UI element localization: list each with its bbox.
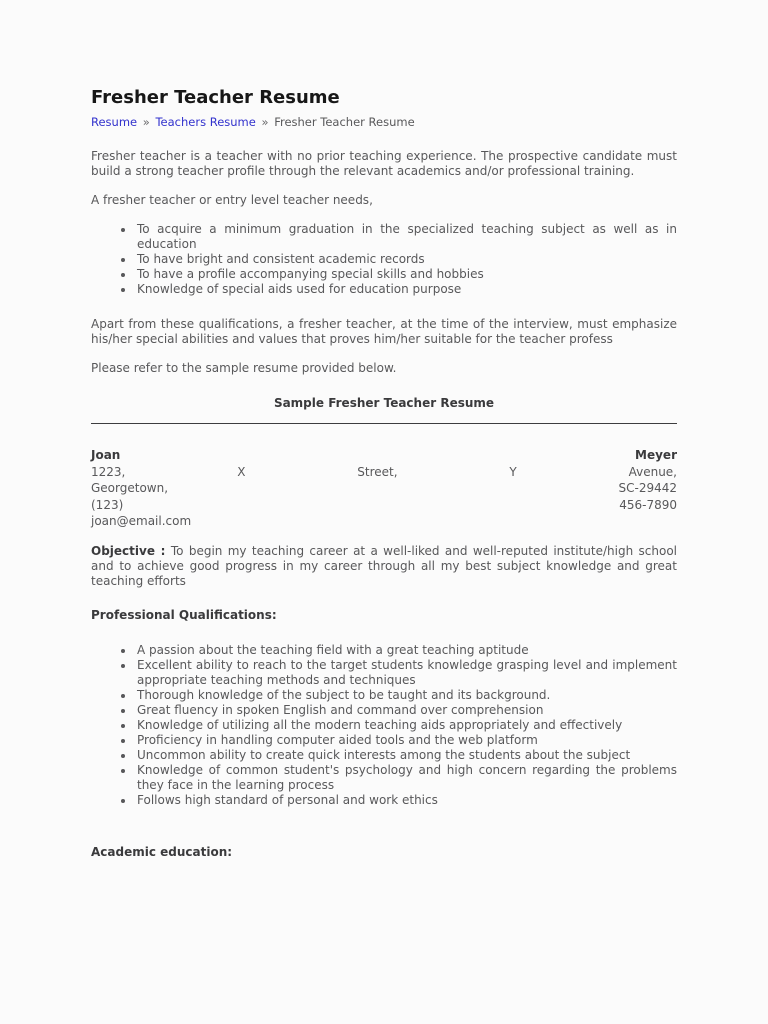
address-word: Y [509,464,517,479]
page-title: Fresher Teacher Resume [91,87,340,108]
breadcrumb-separator: » [142,115,150,129]
contact-name-line [91,447,677,464]
qualifications-note-paragraph: Apart from these qualifications, a fresher teacher, at the time of the interview, must emphasize his/her special abilities and values that proves him/her suitable for the teacher profess [91,317,677,346]
contact-city-line [91,480,677,497]
list-item: • To acquire a minimum graduation in the specialized teaching subject as well as in education [135,222,677,252]
contact-block [91,447,677,530]
phone-area-code: (123) [91,497,124,512]
last-name: Meyer [635,448,677,462]
needs-intro-paragraph: A fresher teacher or entry level teacher needs, [91,193,373,207]
contact-street-line [91,464,677,481]
zip-code: SC-29442 [618,481,677,495]
address-word: Avenue, [628,464,677,479]
list-item: • Thorough knowledge of the subject to be taught and its background. [135,688,677,703]
first-name: Joan [91,448,121,462]
sample-resume-heading: Sample Fresher Teacher Resume [273,396,495,410]
professional-qualifications-heading: Professional Qualifications: [91,607,277,622]
intro-paragraph: Fresher teacher is a teacher with no prior teaching experience. The prospective candidate must build a strong teacher profile through the relevant academics and/or professional training. [91,149,677,178]
phone-number: 456-7890 [619,497,677,512]
address-word: 1223, [91,464,126,479]
divider [91,423,677,424]
list-item: • Uncommon ability to create quick interests among the students about the subject [135,748,677,763]
address-word: X [237,464,246,479]
refer-note-paragraph: Please refer to the sample resume provided below. [91,361,397,375]
objective-text: To begin my teaching career at a well-liked and well-reputed institute/high school and to achieve good progress in my career through all my best subject knowledge and great teaching efforts [91,543,677,588]
document-content [91,86,677,860]
list-item: • Knowledge of utilizing all the modern teaching aids appropriately and effectively [135,718,677,733]
list-item: • Great fluency in spoken English and command over comprehension [135,703,677,718]
breadcrumb-link-teachers-resume[interactable]: Teachers Resume [155,115,256,129]
address-word: Street, [357,464,398,479]
list-item: • Follows high standard of personal and work ethics [135,793,677,808]
contact-email-line [91,513,677,530]
breadcrumb-separator: » [261,115,269,129]
list-item: • To have a profile accompanying special skills and hobbies [135,267,677,282]
list-item: • Excellent ability to reach to the target students knowledge grasping level and implement appropriate teaching methods and techniques [135,658,677,688]
breadcrumb-link-resume[interactable]: Resume [91,115,138,129]
qualifications-list [91,643,677,808]
objective-label: Objective : [91,543,166,558]
list-item: • Proficiency in handling computer aided tools and the web platform [135,733,677,748]
list-item: • Knowledge of common student's psychology and high concern regarding the problems they face in the learning process [135,763,677,793]
needs-list [91,222,677,297]
city: Georgetown, [91,481,169,495]
list-item: • To have bright and consistent academic records [135,252,677,267]
list-item: • A passion about the teaching field with a great teaching aptitude [135,643,677,658]
breadcrumb [91,115,677,130]
email-address: joan@email.com [91,514,192,528]
list-item: • Knowledge of special aids used for education purpose [135,282,677,297]
breadcrumb-current: Fresher Teacher Resume [274,115,415,129]
objective-paragraph [91,544,677,589]
academic-education-heading: Academic education: [91,844,233,859]
contact-phone-line [91,497,677,514]
